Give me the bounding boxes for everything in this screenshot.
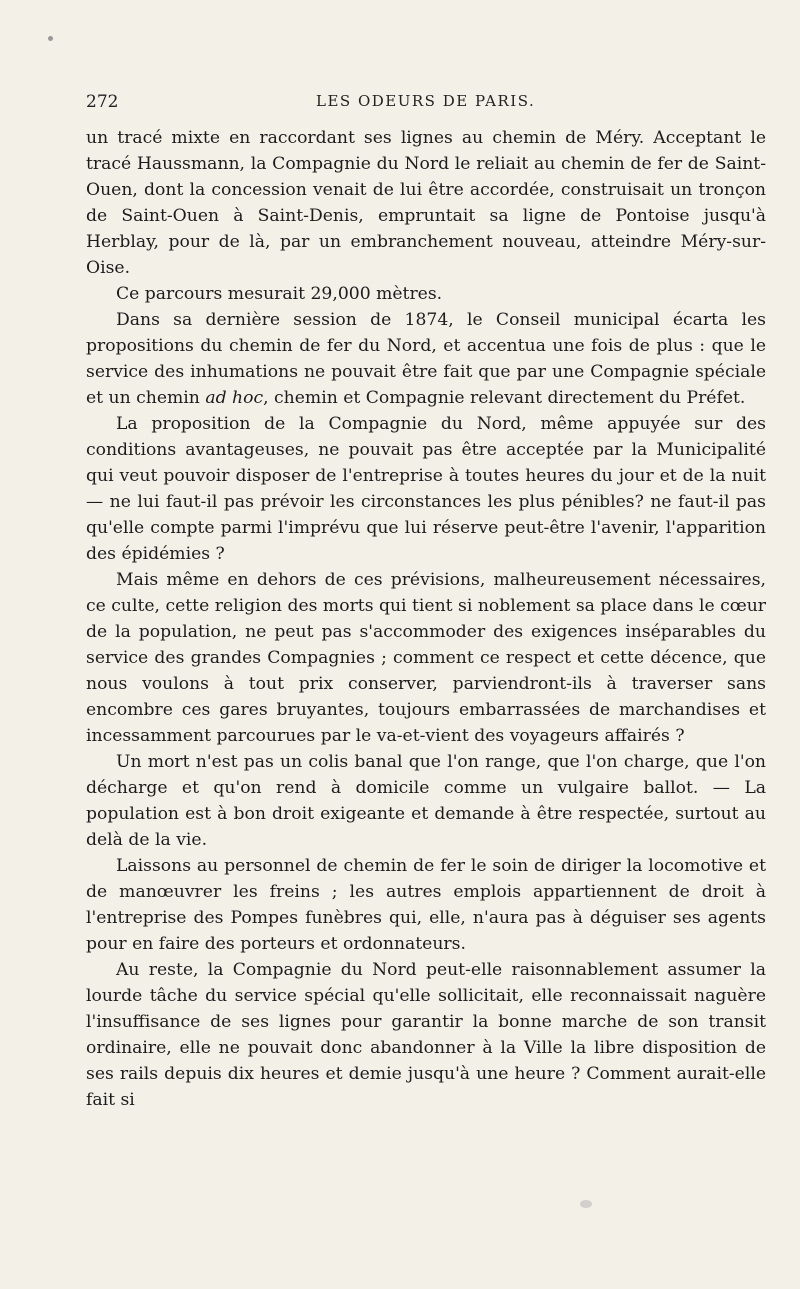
paragraph-4: La proposition de la Compagnie du Nord, même appuyée sur des conditions avantageuses, ne pouvait pas être acceptée par la Municipalité qui veut pouvoir disposer de l'entreprise à toutes heures du jour et de la nuit — ne lui faut-il pas prévoir les circonstances les plus pénibles? ne faut-il pas qu'elle compte parmi l'imprévu que lui réserve peut-être l'avenir, l'apparition des épidémies ? (86, 414, 766, 564)
paragraph-6: Un mort n'est pas un colis banal que l'on range, que l'on charge, que l'on décharge et qu'on rend à domicile comme un vulgaire ballot. — La population est à bon droit exigeante et demande à être respectée, surtout au delà de la vie. (86, 752, 766, 850)
paragraph-7: Laissons au personnel de chemin de fer le soin de diriger la locomotive et de manœuvrer les freins ; les autres emplois appartiennent de droit à l'entreprise des Pompes funèbres qui, elle, n'aura pas à déguiser ses agents pour en faire des porteurs et ordonnateurs. (86, 856, 766, 954)
running-head: LES ODEURS DE PARIS. (316, 92, 536, 110)
paragraph-2: Ce parcours mesurait 29,000 mètres. (116, 284, 443, 304)
body-text (86, 125, 766, 1113)
paragraph-5: Mais même en dehors de ces prévisions, malheureusement nécessaires, ce culte, cette religion des morts qui tient si noblement sa place dans le cœur de la population, ne peut pas s'accommoder des exigences inséparables du service des grandes Compagnies ; comment ce respect et cette décence, que nous voulons à tout prix conserver, parviendront-ils à traverser sans encombre ces gares bruyantes, toujours embarrassées de marchandises et incessamment parcourues par le va-et-vient des voyageurs affairés ? (86, 570, 766, 746)
paragraph-3: Dans sa dernière session de 1874, le Conseil municipal écarta les propositions du chemin de fer du Nord, et accentua une fois de plus : que le service des inhumations ne pouvait être fait que par une Compagnie spéciale et un chemin ad hoc, chemin et Compagnie relevant directement du Préfet. (86, 310, 766, 408)
paragraph-8: Au reste, la Compagnie du Nord peut-elle raisonnablement assumer la lourde tâche du service spécial qu'elle sollicitait, elle reconnaissait naguère l'insuffisance de ses lignes pour garantir la bonne marche de son transit ordinaire, elle ne pouvait donc abandonner à la Ville la libre disposition de ses rails depuis dix heures et demie jusqu'à une heure ? Comment aurait-elle fait si (86, 960, 766, 1110)
paragraph-1: un tracé mixte en raccordant ses lignes au chemin de Méry. Acceptant le tracé Haussmann, la Compagnie du Nord le reliait au chemin de fer de Saint-Ouen, dont la concession venait de lui être accordée, construisait un tronçon de Saint-Ouen à Saint-Denis, empruntait sa ligne de Pontoise jusqu'à Herblay, pour de là, par un embranchement nouveau, atteindre Méry-sur-Oise. (86, 128, 766, 278)
print-speck (48, 36, 53, 41)
page-number: 272 (86, 92, 119, 112)
ink-smudge (580, 1200, 592, 1208)
page-header (86, 92, 766, 116)
